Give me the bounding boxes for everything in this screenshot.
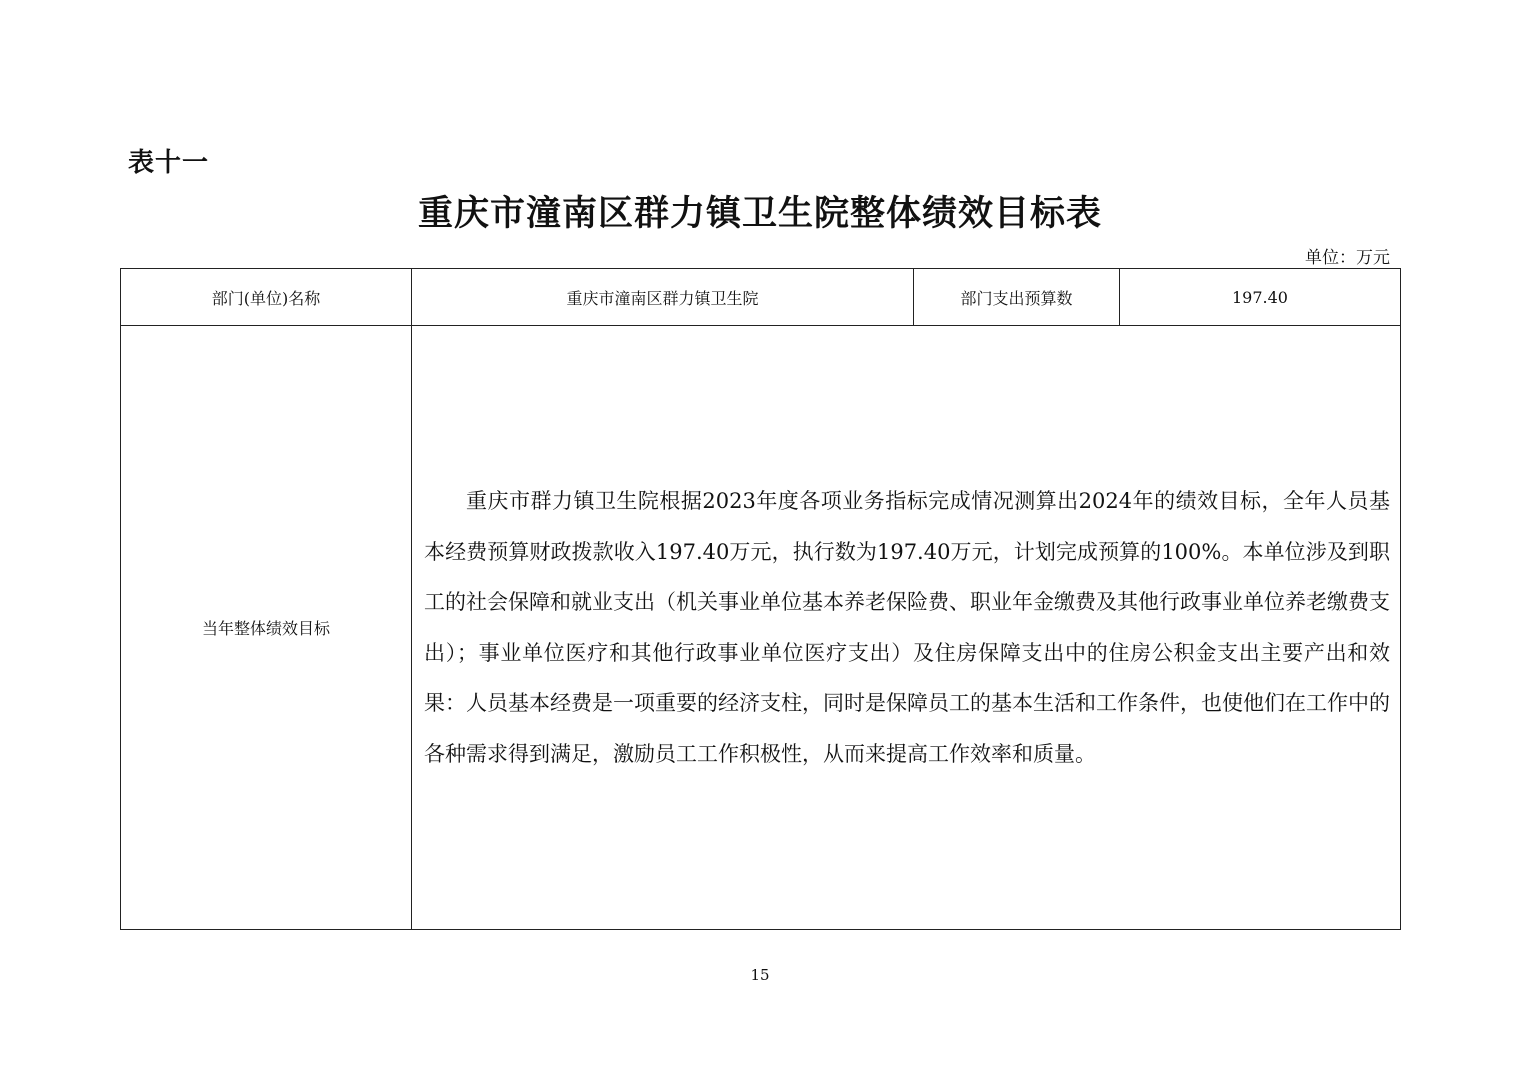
unit-label: 单位：万元 xyxy=(1305,248,1390,268)
goal-row xyxy=(121,326,1401,930)
dept-name-label-cell: 部门(单位)名称 xyxy=(121,269,412,326)
page-number: 15 xyxy=(750,966,770,984)
goal-text: 重庆市群力镇卫生院根据2023年度各项业务指标完成情况测算出2024年的绩效目标，全年人员基本经费预算财政拨款收入197.40万元，执行数为197.40万元，计划完成预算的100%。本单位涉及到职工的社会保障和就业支出（机关事业单位基本养老保险费、职业年金缴费及其他行政事业单位养老缴费支出）；事业单位医疗和其他行政事业单位医疗支出）及住房保障支出中的住房公积金支出主要产出和效果：人员基本经费是一项重要的经济支柱，同时是保障员工的基本生活和工作条件，也使他们在工作中的各种需求得到满足，激励员工工作积极性，从而来提高工作效率和质量。 xyxy=(424,489,1390,766)
table-header-row xyxy=(121,269,1401,326)
budget-value-cell: 197.40 xyxy=(1120,269,1401,326)
document-title: 重庆市潼南区群力镇卫生院整体绩效目标表 xyxy=(417,194,1102,234)
goal-label-cell: 当年整体绩效目标 xyxy=(121,326,412,930)
dept-name-value-cell: 重庆市潼南区群力镇卫生院 xyxy=(412,269,914,326)
table-label: 表十一 xyxy=(128,148,210,178)
budget-label-cell: 部门支出预算数 xyxy=(914,269,1120,326)
performance-goal-table xyxy=(120,268,1401,930)
goal-content-cell xyxy=(412,326,1401,930)
